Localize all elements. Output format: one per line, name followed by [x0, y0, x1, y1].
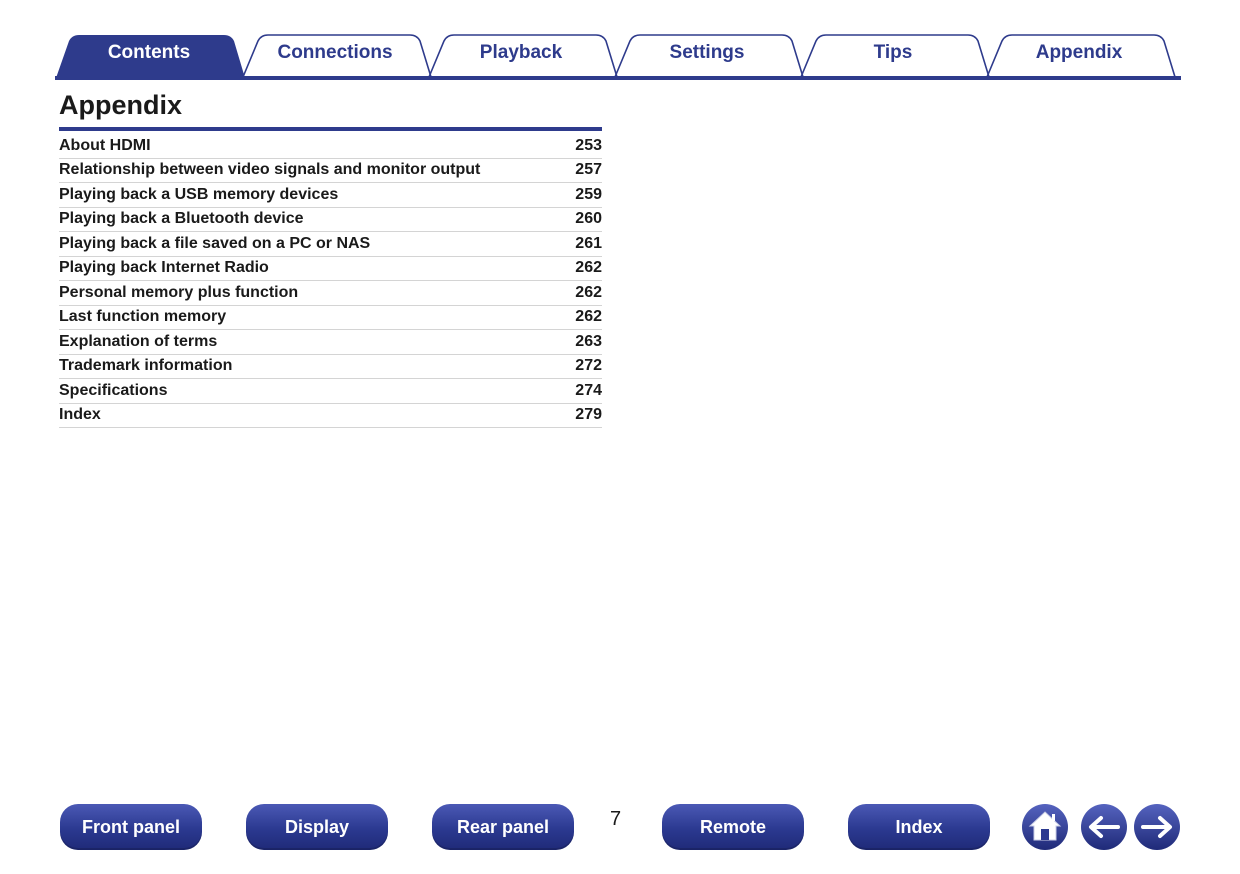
toc-entry-label: Playing back a USB memory devices [59, 185, 339, 203]
home-icon [1021, 803, 1069, 851]
toc-entry-specifications[interactable] [59, 379, 602, 404]
toc-entry-about-hdmi[interactable] [59, 134, 602, 159]
toc-entry-label: Playing back a Bluetooth device [59, 210, 304, 228]
arrow-left-icon [1080, 803, 1128, 851]
toc-entry-internet-radio[interactable] [59, 257, 602, 282]
rear-panel-button[interactable]: Rear panel [432, 804, 574, 850]
toc-entry-label: Playing back Internet Radio [59, 259, 269, 277]
toc-entry-page: 262 [575, 308, 602, 326]
toc-entry-page: 274 [575, 381, 602, 399]
toc-entry-page: 260 [575, 210, 602, 228]
toc-entry-bluetooth[interactable] [59, 208, 602, 233]
front-panel-button[interactable]: Front panel [60, 804, 202, 850]
tab-bar [0, 0, 1240, 82]
tab-appendix[interactable]: Appendix [1035, 42, 1123, 63]
toc-entry-page: 262 [575, 283, 602, 301]
tab-contents[interactable]: Contents [107, 42, 191, 63]
toc-entry-label: Relationship between video signals and monitor output [59, 161, 481, 179]
tab-settings[interactable]: Settings [669, 42, 745, 63]
toc-entry-pc-nas[interactable] [59, 232, 602, 257]
toc-entry-page: 257 [575, 161, 602, 179]
toc-entry-label: Playing back a file saved on a PC or NAS [59, 234, 371, 252]
tab-connections[interactable]: Connections [277, 42, 393, 63]
toc-entry-label: About HDMI [59, 136, 151, 154]
page-number: 7 [610, 808, 622, 830]
toc-entry-trademark[interactable] [59, 355, 602, 380]
display-button[interactable]: Display [246, 804, 388, 850]
toc-entry-label: Last function memory [59, 308, 227, 326]
toc-entry-usb-memory[interactable] [59, 183, 602, 208]
toc-entry-label: Specifications [59, 381, 168, 399]
tab-playback[interactable]: Playback [479, 42, 563, 63]
toc-entry-terms[interactable] [59, 330, 602, 355]
toc-entry-page: 259 [575, 185, 602, 203]
toc-entry-label: Explanation of terms [59, 332, 218, 350]
home-button[interactable] [1021, 803, 1069, 851]
toc-entry-page: 261 [575, 234, 602, 252]
tab-shapes [0, 0, 1240, 82]
toc-entry-label: Personal memory plus function [59, 283, 299, 301]
section-title: Appendix [59, 90, 183, 120]
toc-entry-page: 263 [575, 332, 602, 350]
title-rule [59, 127, 602, 131]
forward-button[interactable] [1133, 803, 1181, 851]
toc-entry-page: 262 [575, 259, 602, 277]
toc-entry-page: 253 [575, 136, 602, 154]
toc-entry-video-signals[interactable] [59, 159, 602, 184]
toc-entry-index[interactable] [59, 404, 602, 429]
back-button[interactable] [1080, 803, 1128, 851]
arrow-right-icon [1133, 803, 1181, 851]
remote-button[interactable]: Remote [662, 804, 804, 850]
tab-tips[interactable]: Tips [873, 42, 913, 63]
toc-list [59, 134, 602, 428]
toc-entry-label: Index [59, 406, 101, 424]
toc-entry-page: 272 [575, 357, 602, 375]
toc-entry-page: 279 [575, 406, 602, 424]
toc-entry-label: Trademark information [59, 357, 233, 375]
index-button[interactable]: Index [848, 804, 990, 850]
toc-entry-last-function[interactable] [59, 306, 602, 331]
toc-entry-personal-memory[interactable] [59, 281, 602, 306]
